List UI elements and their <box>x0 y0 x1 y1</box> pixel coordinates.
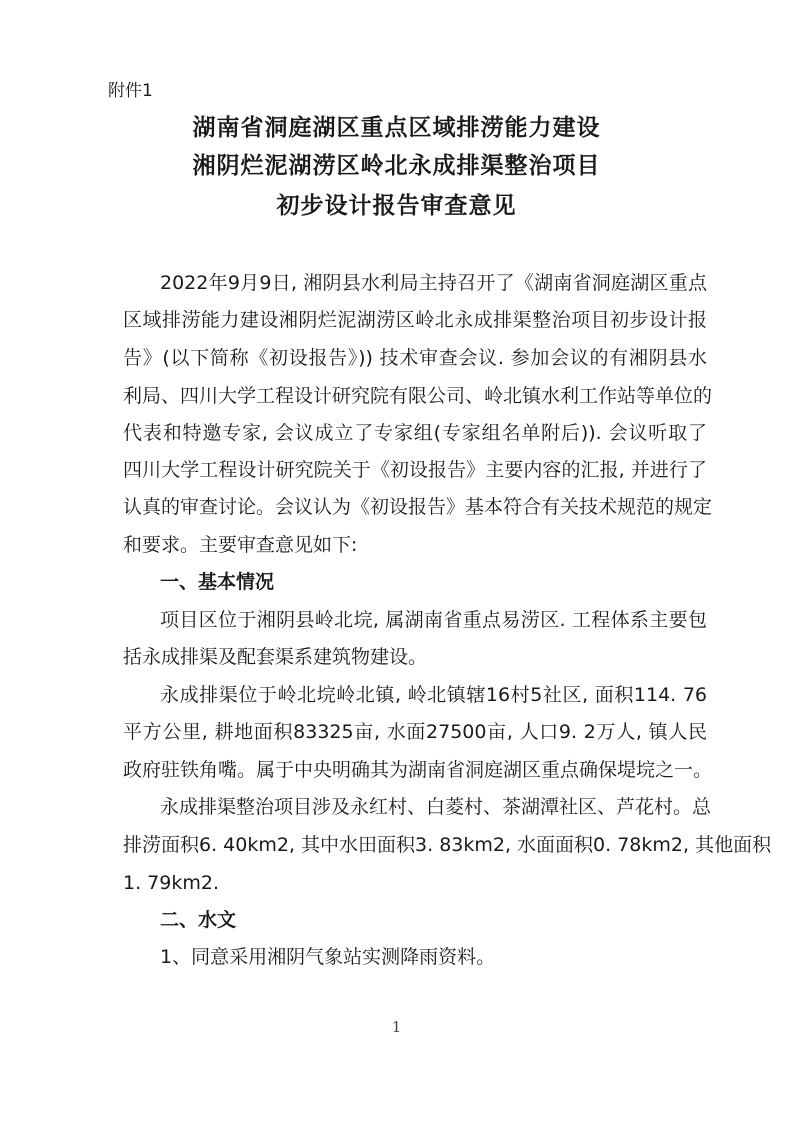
hydrology-item-1: 1、同意采用湘阴气象站实测降雨资料。 <box>160 946 496 968</box>
paragraph-line: 排涝面积6. 40km2, 其中水田面积3. 83km2, 水面面积0. 78km2, 其他面积 <box>123 834 772 856</box>
document-title-line-3: 初步设计报告审查意见 <box>276 193 517 219</box>
section-heading-hydrology: 二、水文 <box>160 909 237 931</box>
intro-line: 代表和特邀专家, 会议成立了专家组(专家组名单附后)). 会议听取了 <box>123 422 707 444</box>
paragraph-line: 项目区位于湘阴县岭北垸, 属湖南省重点易涝区. 工程体系主要包 <box>160 609 707 631</box>
intro-line: 和要求。主要审查意见如下: <box>123 534 358 556</box>
intro-line: 告》(以下简称《初设报告》)) 技术审查会议. 参加会议的有湘阴县水 <box>123 347 707 369</box>
intro-line: 利局、四川大学工程设计研究院有限公司、岭北镇水利工作站等单位的 <box>123 385 713 407</box>
annex-label: 附件1 <box>108 81 153 101</box>
intro-line: 2022年9月9日, 湘阴县水利局主持召开了《湖南省洞庭湖区重点 <box>160 272 707 294</box>
paragraph-line: 平方公里, 耕地面积83325亩, 水面27500亩, 人口9. 2万人, 镇人民 <box>123 721 707 743</box>
intro-line: 区域排涝能力建设湘阴烂泥湖涝区岭北永成排渠整治项目初步设计报 <box>123 309 707 331</box>
paragraph-line: 永成排渠位于岭北垸岭北镇, 岭北镇辖16村5社区, 面积114. 76 <box>160 684 707 706</box>
paragraph-line: 1. 79km2. <box>123 872 219 894</box>
section-heading-basic-info: 一、基本情况 <box>160 571 275 593</box>
intro-line: 四川大学工程设计研究院关于《初设报告》主要内容的汇报, 并进行了 <box>123 459 707 481</box>
paragraph-line: 永成排渠整治项目涉及永红村、白菱村、茶湖潭社区、芦花村。总 <box>160 796 712 818</box>
page-number: 1 <box>391 1018 402 1036</box>
document-title-line-2: 湘阴烂泥湖涝区岭北永成排渠整治项目 <box>192 153 601 179</box>
document-title-line-1: 湖南省洞庭湖区重点区域排涝能力建设 <box>192 115 601 141</box>
paragraph-line: 政府驻铁角嘴。属于中央明确其为湖南省洞庭湖区重点确保堤垸之一。 <box>123 759 713 781</box>
paragraph-line: 括永成排渠及配套渠系建筑物建设。 <box>123 646 428 668</box>
intro-line: 认真的审查讨论。会议认为《初设报告》基本符合有关技术规范的规定 <box>123 496 713 518</box>
